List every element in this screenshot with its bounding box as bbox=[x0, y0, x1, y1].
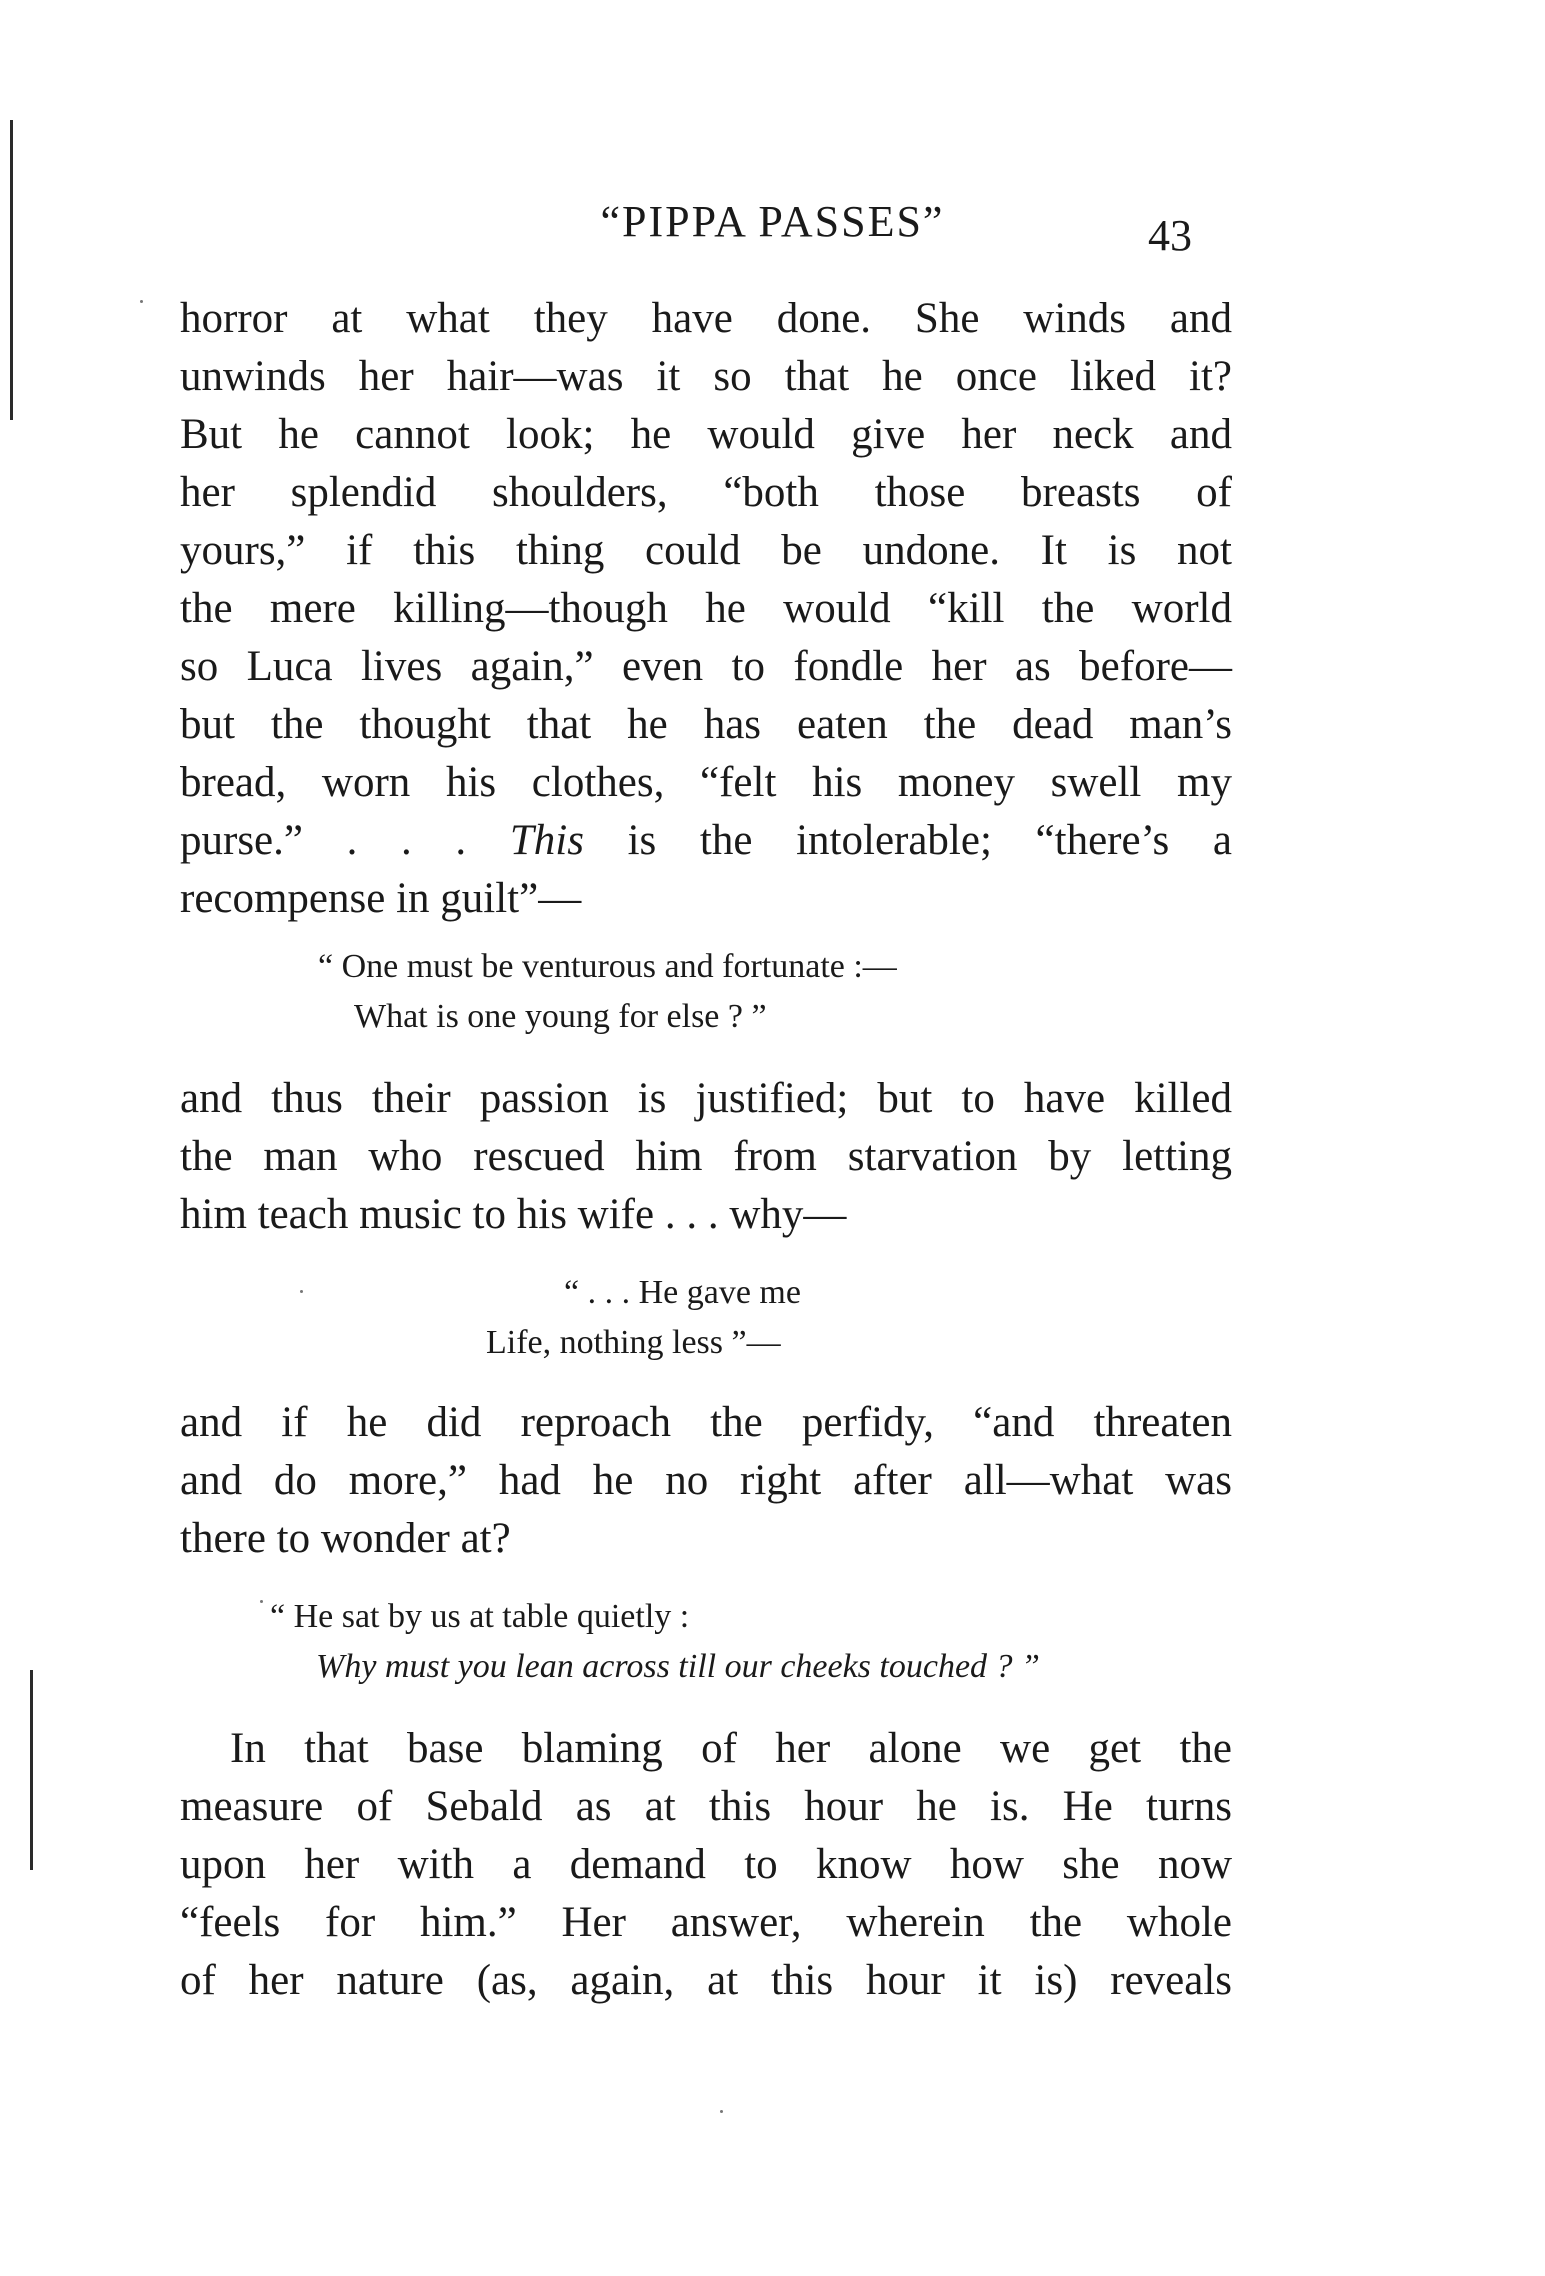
verse-line: “ He sat by us at table quietly : bbox=[270, 1598, 690, 1635]
text-run: purse.” . . . bbox=[180, 817, 510, 864]
verse-quote-3 bbox=[270, 1592, 1040, 1692]
verse-line: “ One must be venturous and fortunate :— bbox=[318, 948, 897, 985]
paper-speck bbox=[260, 1600, 263, 1603]
text-line: “feels for him.” Her answer, wherein the whole bbox=[180, 1899, 1232, 1946]
running-title: “PIPPA PASSES” bbox=[600, 197, 945, 246]
paragraph-4 bbox=[180, 1720, 1232, 2010]
text-line: bread, worn his clothes, “felt his money swell my bbox=[180, 759, 1232, 806]
text-line: yours,” if this thing could be undone. It is not bbox=[180, 527, 1232, 574]
verse-line: “ . . . He gave me bbox=[564, 1274, 801, 1311]
verse-line: What is one young for else ? ” bbox=[354, 998, 767, 1035]
verse-line: Life, nothing less ”— bbox=[486, 1324, 781, 1361]
text-line: recompense in guilt”— bbox=[180, 875, 582, 922]
text-line: and if he did reproach the perfidy, “and threaten bbox=[180, 1399, 1232, 1446]
paragraph-3 bbox=[180, 1394, 1232, 1568]
text-line: there to wonder at? bbox=[180, 1515, 511, 1562]
page-number: 43 bbox=[1148, 211, 1192, 260]
text-line: the man who rescued him from starvation by letting bbox=[180, 1133, 1232, 1180]
text-line: But he cannot look; he would give her neck and bbox=[180, 411, 1232, 458]
paper-speck bbox=[300, 1290, 303, 1293]
paper-speck bbox=[720, 2110, 723, 2113]
paper-speck bbox=[140, 300, 143, 303]
text-line: measure of Sebald as at this hour he is. He turns bbox=[180, 1783, 1232, 1830]
verse-quote-2 bbox=[486, 1268, 801, 1368]
text-line: her splendid shoulders, “both those breasts of bbox=[180, 469, 1232, 516]
text-line: but the thought that he has eaten the dead man’s bbox=[180, 701, 1232, 748]
text-line: and thus their passion is justified; but to have killed bbox=[180, 1075, 1232, 1122]
italic-word: This bbox=[509, 817, 584, 864]
text-line: In that base blaming of her alone we get the bbox=[230, 1725, 1232, 1772]
paragraph-1 bbox=[180, 290, 1232, 928]
text-line: the mere killing—though he would “kill the world bbox=[180, 585, 1232, 632]
text-run: is the intolerable; “there’s a bbox=[583, 817, 1232, 864]
paragraph-2 bbox=[180, 1070, 1232, 1244]
text-line: of her nature (as, again, at this hour it is) reveals bbox=[180, 1957, 1232, 2004]
text-line-with-italic bbox=[180, 812, 1232, 870]
verse-line-italic: Why must you lean across till our cheeks touched ? ” bbox=[316, 1648, 1040, 1685]
verse-quote-1 bbox=[318, 942, 897, 1042]
text-line: and do more,” had he no right after all—what was bbox=[180, 1457, 1232, 1504]
binding-edge-mark bbox=[10, 120, 13, 420]
text-line: so Luca lives again,” even to fondle her as before— bbox=[180, 643, 1232, 690]
text-line: him teach music to his wife . . . why— bbox=[180, 1191, 847, 1238]
margin-pencil-mark bbox=[30, 1670, 33, 1870]
text-line: upon her with a demand to know how she now bbox=[180, 1841, 1232, 1888]
text-line: unwinds her hair—was it so that he once liked it? bbox=[180, 353, 1232, 400]
text-line: horror at what they have done. She winds and bbox=[180, 295, 1232, 342]
